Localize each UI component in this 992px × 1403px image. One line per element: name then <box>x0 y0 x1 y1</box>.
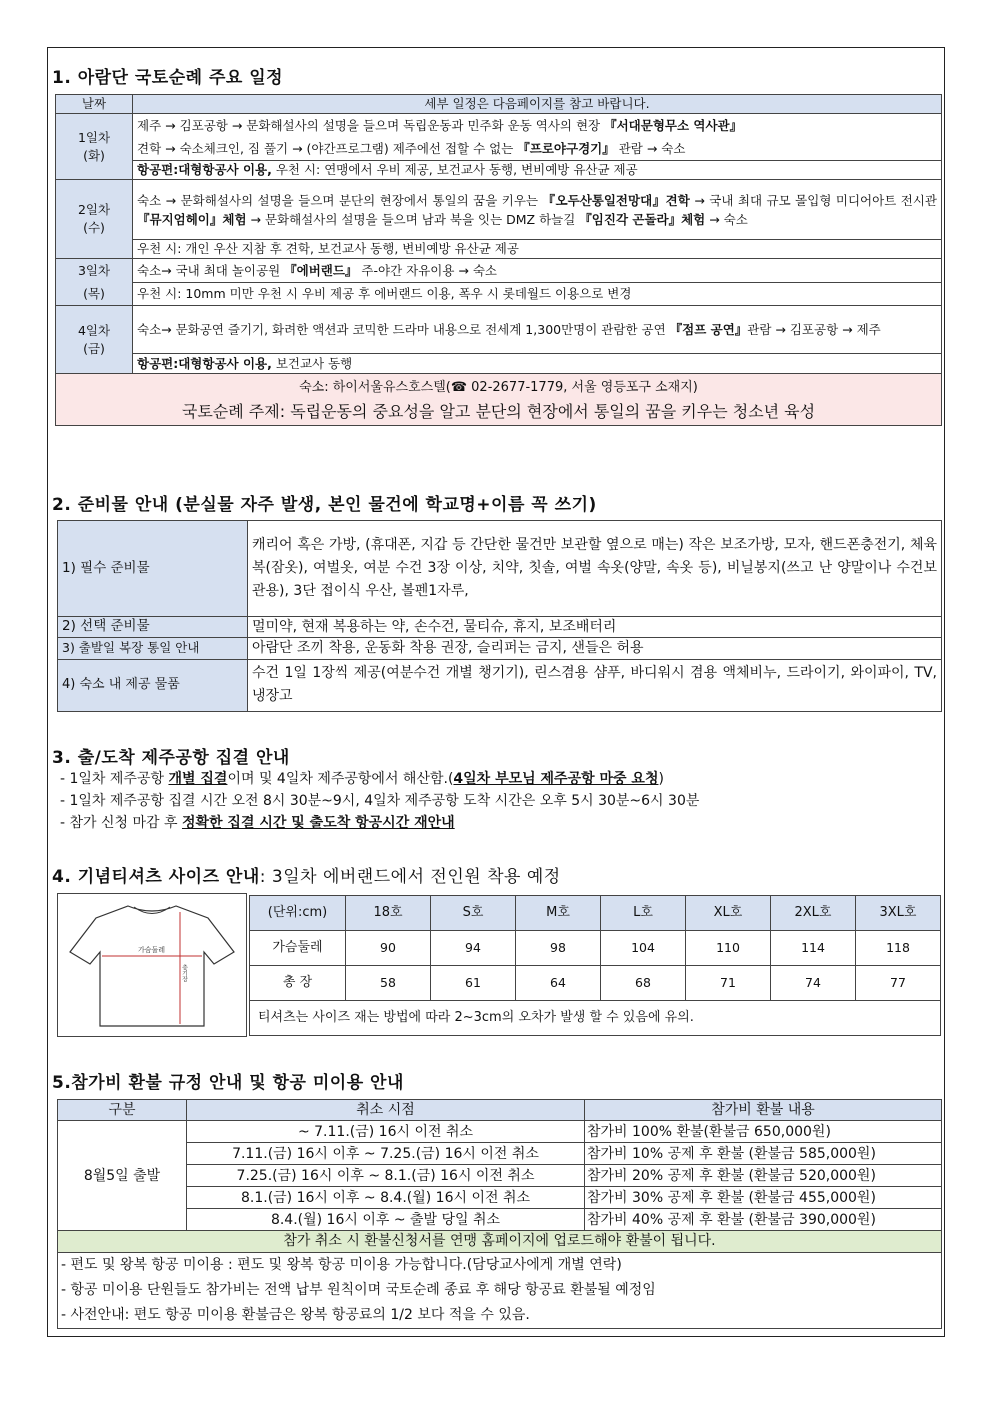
length-label: 총 장 <box>250 966 346 1001</box>
size-head-m: M호 <box>516 896 601 931</box>
day4-label: 4일차 (금) <box>56 306 133 374</box>
refund-amount: 참가비 10% 공제 후 환불 (환불금 585,000원) <box>585 1143 942 1165</box>
size-note: 티셔츠는 사이즈 재는 방법에 따라 2~3cm의 오차가 발생 할 수 있음에 유의. <box>250 1001 941 1036</box>
tshirt-length-label: 총기장 <box>180 964 188 982</box>
supplies-table <box>57 520 942 712</box>
chest-value: 98 <box>516 931 601 966</box>
size-head-l: L호 <box>601 896 686 931</box>
day1-note: 항공편:대형항공사 이용, 우천 시: 연맹에서 우비 제공, 보건교사 동행, 변비예방 유산균 제공 <box>133 161 942 180</box>
gathering-note-1: - 1일차 제주공항 개별 집결이며 및 4일차 제주공항에서 해산함.(4일차 부모님 제주공항 마중 요청) <box>60 771 664 787</box>
chest-value: 90 <box>346 931 431 966</box>
refund-when: ~ 7.11.(금) 16시 이전 취소 <box>187 1121 585 1143</box>
day3-note: 우천 시: 10mm 미만 우천 시 우비 제공 후 에버랜드 이용, 폭우 시 롯데월드 이용으로 변경 <box>133 282 942 306</box>
length-value: 58 <box>346 966 431 1001</box>
flight-notes <box>58 1252 942 1328</box>
size-head-2xl: 2XL호 <box>771 896 856 931</box>
supplies-optional-label: 2) 선택 준비물 <box>58 617 248 638</box>
day4-plan: 숙소→ 문화공연 즐기기, 화려한 액션과 코믹한 드라마 내용으로 전세계 1,300만명이 관람한 공연 『점프 공연』관람 → 김포공항 → 제주 <box>133 306 942 354</box>
day1-plan: 제주 → 김포공항 → 문화해설사의 설명을 들으며 독립운동과 민주화 운동 역사의 현장 『서대문형무소 역사관』 견학 → 숙소체크인, 짐 풀기 → (야간프로그램) 제주에선 접할 수 없는 『프로야구경기』 관람 → 숙소 <box>133 114 942 161</box>
supplies-lodging-text: 수건 1일 1장씩 제공(여분수건 개별 챙기기), 린스겸용 샴푸, 바디워시 겸용 액체비누, 드라이기, 와이파이, TV, 냉장고 <box>248 659 942 711</box>
flight-note: - 편도 및 왕복 항공 미이용 : 편도 및 왕복 항공 미이용 가능합니다.(담당교사에게 개별 연락) <box>61 1256 622 1273</box>
supplies-required-text: 캐리어 혹은 가방, (휴대폰, 지갑 등 간단한 물건만 보관할 옆으로 매는) 작은 보조가방, 모자, 핸드폰충전기, 체육복(잠옷), 여벌옷, 여분 수건 3장 이상, 치약, 칫솔, 여벌 속옷(양말, 속옷 등), 비닐봉지(쓰고 난 양말이나 수건보관용), 3단 접이식 우산, 볼펜1자루, <box>248 521 942 617</box>
day4-note: 항공편:대형항공사 이용, 보건교사 동행 <box>133 354 942 374</box>
refund-when: 8.4.(월) 16시 이후 ~ 출발 당일 취소 <box>187 1209 585 1231</box>
refund-amount: 참가비 40% 공제 후 환불 (환불금 390,000원) <box>585 1209 942 1231</box>
length-value: 64 <box>516 966 601 1001</box>
supplies-dress-label: 3) 출발일 복장 통일 안내 <box>58 638 248 659</box>
tshirt-diagram <box>57 893 247 1037</box>
refund-notice: 참가 취소 시 환불신청서를 연맹 홈페이지에 업로드해야 환불이 됩니다. <box>58 1231 942 1252</box>
tshirt-icon <box>58 894 246 1036</box>
chest-value: 94 <box>431 931 516 966</box>
chest-value: 110 <box>686 931 771 966</box>
refund-when: 7.25.(금) 16시 이후 ~ 8.1.(금) 16시 이전 취소 <box>187 1165 585 1187</box>
schedule-head-day: 날짜 <box>56 95 133 114</box>
length-value: 68 <box>601 966 686 1001</box>
day2-note: 우천 시: 개인 우산 지참 후 견학, 보건교사 동행, 변비예방 유산균 제공 <box>133 240 942 259</box>
section3-title: 3. 출/도착 제주공항 집결 안내 <box>52 748 290 768</box>
lodging-info: 숙소: 하이서울유스호스텔(☎ 02-2677-1779, 서울 영등포구 소재지) <box>299 379 698 395</box>
length-value: 74 <box>771 966 856 1001</box>
refund-amount: 참가비 20% 공제 후 환불 (환불금 520,000원) <box>585 1165 942 1187</box>
length-value: 61 <box>431 966 516 1001</box>
size-table <box>249 895 941 1036</box>
size-head-18: 18호 <box>346 896 431 931</box>
gathering-notes <box>60 768 699 834</box>
chest-value: 104 <box>601 931 686 966</box>
section1-title: 1. 아람단 국토순례 주요 일정 <box>52 68 284 88</box>
refund-head-when: 취소 시점 <box>187 1100 585 1121</box>
chest-label: 가슴둘레 <box>250 931 346 966</box>
supplies-optional-text: 멀미약, 현재 복용하는 약, 손수건, 물티슈, 휴지, 보조배터리 <box>248 617 942 638</box>
day1-label: 1일차 (화) <box>56 114 133 180</box>
section5-title: 5.참가비 환불 규정 안내 및 항공 미이용 안내 <box>52 1073 404 1093</box>
supplies-required-label: 1) 필수 준비물 <box>58 521 248 617</box>
program-theme: 국토순례 주제: 독립운동의 중요성을 알고 분단의 현장에서 통일의 꿈을 키우는 청소년 육성 <box>181 401 816 421</box>
schedule-head-detail: 세부 일정은 다음페이지를 참고 바랍니다. <box>133 95 942 114</box>
refund-amount: 참가비 100% 환불(환불금 650,000원) <box>585 1121 942 1143</box>
refund-group: 8월5일 출발 <box>58 1121 187 1231</box>
day2-label: 2일차 (수) <box>56 180 133 259</box>
length-value: 71 <box>686 966 771 1001</box>
tshirt-chest-label: 가슴둘레 <box>138 946 166 954</box>
refund-amount: 참가비 30% 공제 후 환불 (환불금 455,000원) <box>585 1187 942 1209</box>
day3-label: 3일차 (목) <box>56 259 133 306</box>
size-head-unit: (단위:cm) <box>250 896 346 931</box>
flight-note: - 사전안내: 편도 항공 미이용 환불금은 왕복 항공료의 1/2 보다 적을 수 있음. <box>61 1306 530 1323</box>
section2-title: 2. 준비물 안내 (분실물 자주 발생, 본인 물건에 학교명+이름 꼭 쓰기) <box>52 495 597 515</box>
refund-head-type: 구분 <box>58 1100 187 1121</box>
size-head-xl: XL호 <box>686 896 771 931</box>
size-head-3xl: 3XL호 <box>856 896 941 931</box>
schedule-table <box>55 94 942 426</box>
day3-plan: 숙소→ 국내 최대 놀이공원 『에버랜드』 주-야간 자유이용 → 숙소 <box>133 259 942 283</box>
supplies-lodging-label: 4) 숙소 내 제공 물품 <box>58 659 248 711</box>
refund-when: 7.11.(금) 16시 이후 ~ 7.25.(금) 16시 이전 취소 <box>187 1143 585 1165</box>
chest-value: 118 <box>856 931 941 966</box>
refund-table <box>57 1099 942 1329</box>
section4-title: 4. 기념티셔츠 사이즈 안내: 3일차 에버랜드에서 전인원 착용 예정 <box>52 867 561 887</box>
supplies-dress-text: 아람단 조끼 착용, 운동화 착용 권장, 슬리퍼는 금지, 샌들은 허용 <box>248 638 942 659</box>
day2-plan: 숙소 → 문화해설사의 설명을 들으며 분단의 현장에서 통일의 꿈을 키우는 『오두산통일전망대』견학 → 국내 최대 규모 몰입형 미디어아트 전시관 『뮤지엄헤이』체험 → 문화해설사의 설명을 들으며 남과 북을 잇는 DMZ 하늘길 『임진각 곤돌라』체험 → 숙소 <box>133 180 942 240</box>
gathering-note-2: - 1일차 제주공항 집결 시간 오전 8시 30분~9시, 4일차 제주공항 도착 시간은 오후 5시 30분~6시 30분 <box>60 793 700 809</box>
gathering-note-3: - 참가 신청 마감 후 정확한 집결 시간 및 출도착 항공시간 재안내 <box>60 815 455 831</box>
size-head-s: S호 <box>431 896 516 931</box>
chest-value: 114 <box>771 931 856 966</box>
lodging-theme <box>56 374 942 426</box>
flight-note: - 항공 미이용 단원들도 참가비는 전액 납부 원칙이며 국토순례 종료 후 해당 항공료 환불될 예정임 <box>61 1281 656 1298</box>
length-value: 77 <box>856 966 941 1001</box>
refund-head-content: 참가비 환불 내용 <box>585 1100 942 1121</box>
refund-when: 8.1.(금) 16시 이후 ~ 8.4.(월) 16시 이전 취소 <box>187 1187 585 1209</box>
